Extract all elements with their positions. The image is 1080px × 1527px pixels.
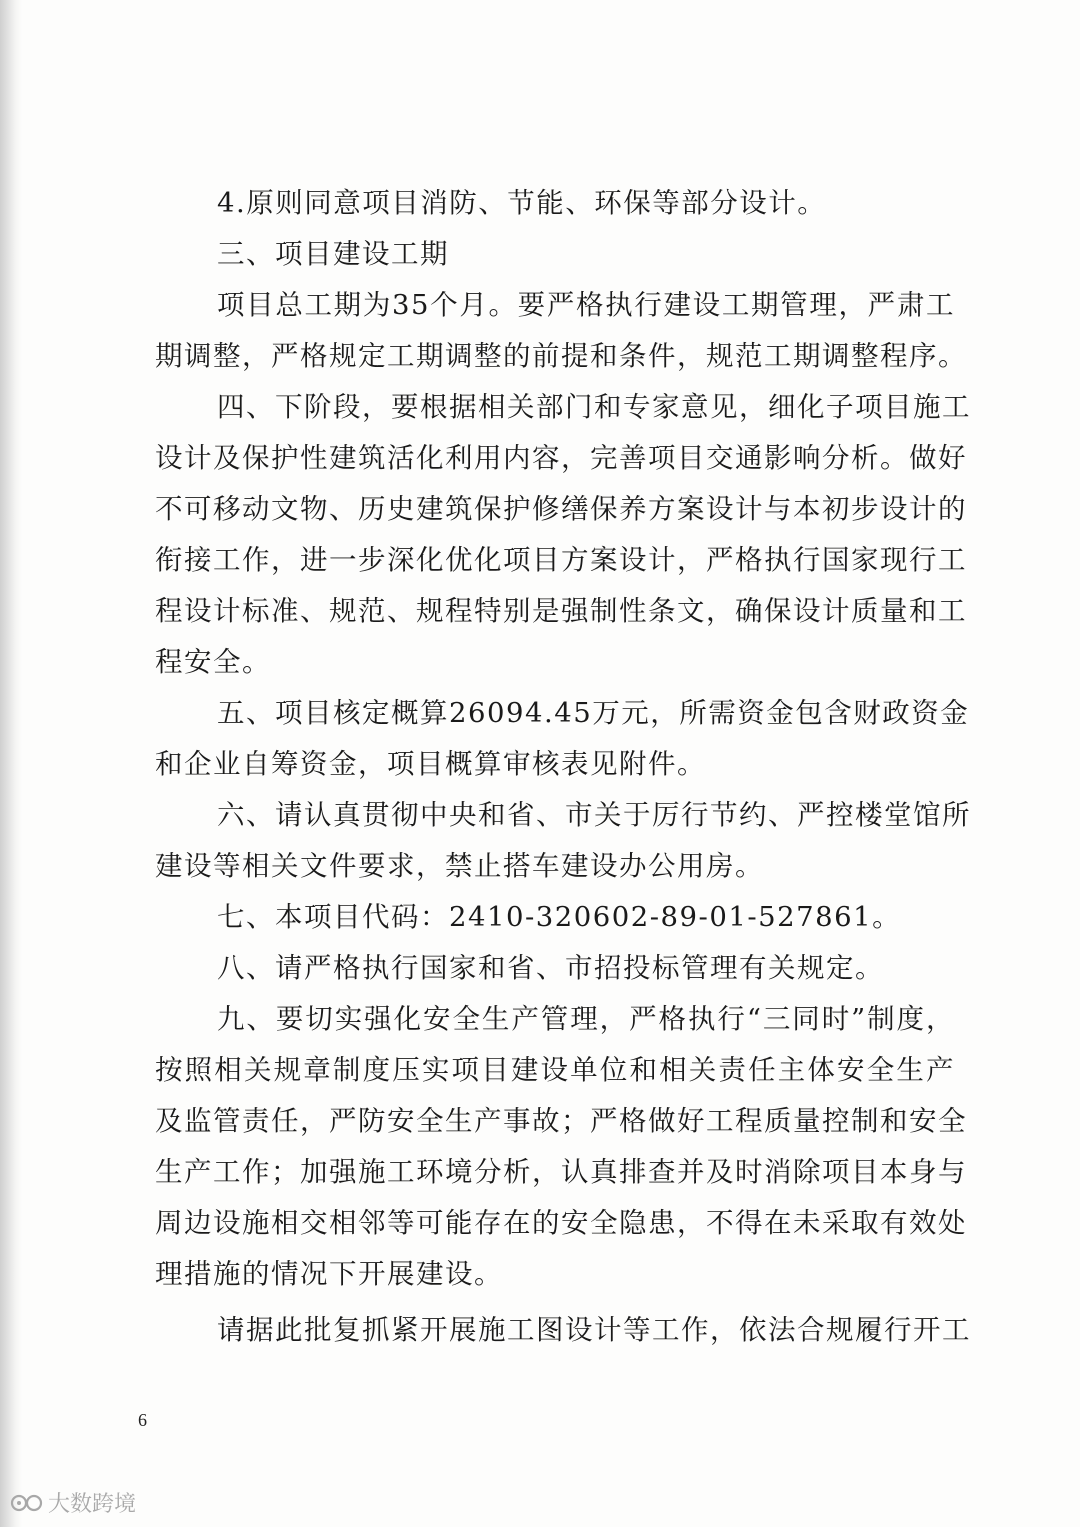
text-line: 4.原则同意项目消防、节能、环保等部分设计。 bbox=[217, 187, 827, 219]
section-heading: 三、项目建设工期 bbox=[217, 238, 449, 270]
text-line: 六、请认真贯彻中央和省、市关于厉行节约、严控楼堂馆所 bbox=[217, 799, 971, 831]
page-edge-shadow bbox=[0, 0, 22, 1527]
text-line: 和企业自筹资金，项目概算审核表见附件。 bbox=[155, 748, 706, 780]
text-line: 衔接工作，进一步深化优化项目方案设计，严格执行国家现行工 bbox=[155, 544, 967, 576]
text-line: 生产工作；加强施工环境分析，认真排查并及时消除项目本身与 bbox=[155, 1156, 967, 1188]
text-line: 设计及保护性建筑活化利用内容，完善项目交通影响分析。做好 bbox=[155, 442, 967, 474]
text-line: 按照相关规章制度压实项目建设单位和相关责任主体安全生产 bbox=[155, 1054, 955, 1086]
text-line: 九、要切实强化安全生产管理，严格执行“三同时”制度， bbox=[217, 1003, 955, 1035]
watermark bbox=[10, 1487, 136, 1518]
text-line: 项目总工期为35个月。要严格执行建设工期管理，严肃工 bbox=[217, 289, 955, 321]
text-line: 期调整，严格规定工期调整的前提和条件，规范工期调整程序。 bbox=[155, 340, 967, 372]
text-line: 建设等相关文件要求，禁止搭车建设办公用房。 bbox=[155, 850, 764, 882]
text-line: 及监管责任，严防安全生产事故；严格做好工程质量控制和安全 bbox=[155, 1105, 967, 1137]
watermark-text: 大数跨境 bbox=[48, 1492, 137, 1517]
text-line: 四、下阶段，要根据相关部门和专家意见，细化子项目施工 bbox=[217, 391, 971, 423]
text-line: 理措施的情况下开展建设。 bbox=[155, 1258, 503, 1290]
text-line: 不可移动文物、历史建筑保护修缮保养方案设计与本初步设计的 bbox=[155, 493, 967, 525]
project-code-line: 七、本项目代码：2410-320602-89-01-527861。 bbox=[217, 901, 902, 933]
page-number: 6 bbox=[138, 1410, 147, 1430]
text-line: 五、项目核定概算26094.45万元，所需资金包含财政资金 bbox=[217, 697, 970, 729]
text-line: 请据此批复抓紧开展施工图设计等工作，依法合规履行开工 bbox=[217, 1314, 971, 1346]
document-body bbox=[155, 178, 971, 1356]
text-line: 程安全。 bbox=[155, 646, 271, 678]
text-line: 八、请严格执行国家和省、市招投标管理有关规定。 bbox=[217, 952, 884, 984]
text-line: 周边设施相交相邻等可能存在的安全隐患，不得在未采取有效处 bbox=[155, 1207, 967, 1239]
text-line: 程设计标准、规范、规程特别是强制性条文，确保设计质量和工 bbox=[155, 595, 967, 627]
logo-icon bbox=[10, 1491, 44, 1515]
